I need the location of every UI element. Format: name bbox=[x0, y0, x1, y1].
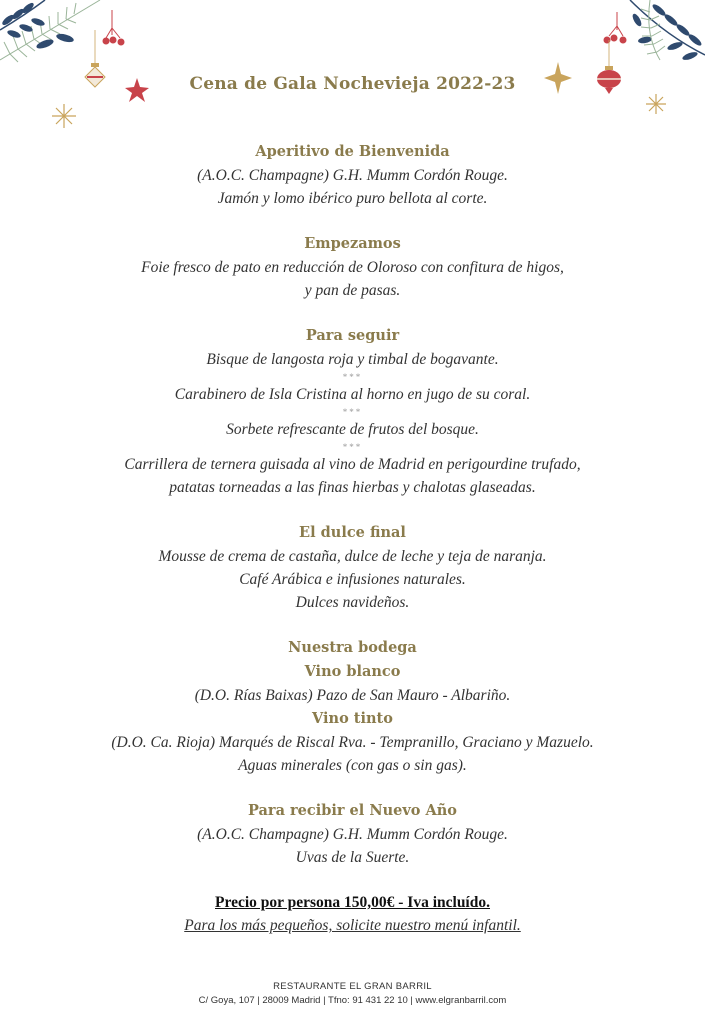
page-title: Cena de Gala Nochevieja 2022-23 bbox=[189, 74, 516, 94]
section-heading: Empezamos bbox=[304, 235, 401, 252]
section-heading: El dulce final bbox=[299, 524, 406, 541]
menu-line: Mousse de crema de castaña, dulce de leche y teja de naranja. bbox=[158, 548, 547, 565]
menu-line: (D.O. Ca. Rioja) Marqués de Riscal Rva. - Tempranillo, Graciano y Mazuelo. bbox=[111, 734, 594, 751]
course-separator: *** bbox=[342, 442, 363, 452]
section-heading: Nuestra bodega bbox=[288, 639, 417, 656]
menu-line: (A.O.C. Champagne) G.H. Mumm Cordón Rouge. bbox=[197, 167, 508, 184]
restaurant-name: RESTAURANTE EL GRAN BARRIL bbox=[273, 981, 432, 992]
section-dulce-final bbox=[0, 521, 705, 614]
section-heading: Para recibir el Nuevo Año bbox=[248, 802, 457, 819]
price-per-person: Precio por persona 150,00€ - Iva incluído. bbox=[215, 894, 490, 911]
course-separator: *** bbox=[342, 407, 363, 417]
wine-subheading: Vino blanco bbox=[304, 663, 401, 680]
menu-line: Carabinero de Isla Cristina al horno en jugo de su coral. bbox=[174, 386, 531, 403]
menu-line: Café Arábica e infusiones naturales. bbox=[239, 571, 466, 588]
menu-line: (A.O.C. Champagne) G.H. Mumm Cordón Rouge. bbox=[197, 826, 508, 843]
section-aperitivo bbox=[0, 140, 705, 210]
menu-body bbox=[0, 140, 705, 937]
restaurant-address: C/ Goya, 107 | 28009 Madrid | Tfno: 91 431 22 10 | www.elgranbarril.com bbox=[198, 995, 507, 1006]
pine-branch-icon bbox=[0, 0, 100, 62]
menu-line: Jamón y lomo ibérico puro bellota al corte. bbox=[217, 190, 488, 207]
menu-line: patatas torneadas a las finas hierbas y chalotas glaseadas. bbox=[169, 479, 536, 496]
menu-line: Dulces navideños. bbox=[295, 594, 410, 611]
section-para-seguir bbox=[0, 324, 705, 499]
menu-line: Carrillera de ternera guisada al vino de Madrid en perigourdine trufado, bbox=[124, 456, 581, 473]
menu-line: y pan de pasas. bbox=[304, 282, 401, 299]
footer bbox=[0, 980, 705, 1008]
sparkle-icon bbox=[52, 104, 76, 128]
christmas-decoration-right bbox=[525, 0, 705, 120]
wine-subheading: Vino tinto bbox=[312, 710, 393, 727]
course-separator: *** bbox=[342, 372, 363, 382]
section-bodega bbox=[0, 636, 705, 777]
menu-line: Uvas de la Suerte. bbox=[295, 849, 410, 866]
menu-line: Sorbete refrescante de frutos del bosque. bbox=[226, 421, 479, 438]
red-berries-icon bbox=[103, 10, 125, 46]
menu-line: Bisque de langosta roja y timbal de bogavante. bbox=[206, 351, 499, 368]
menu-line: Aguas minerales (con gas o sin gas). bbox=[238, 757, 467, 774]
kids-menu-note: Para los más pequeños, solicite nuestro menú infantil. bbox=[184, 917, 521, 934]
menu-line: (D.O. Rías Baixas) Pazo de San Mauro - Albariño. bbox=[194, 687, 511, 704]
leaf-branch-icon bbox=[0, 0, 75, 50]
sparkle-icon bbox=[646, 94, 666, 114]
section-empezamos bbox=[0, 232, 705, 302]
section-heading: Para seguir bbox=[305, 327, 400, 344]
section-nuevo-ano bbox=[0, 799, 705, 869]
menu-line: Foie fresco de pato en reducción de Oloroso con confitura de higos, bbox=[141, 259, 564, 276]
christmas-decoration-left bbox=[0, 0, 180, 135]
section-heading: Aperitivo de Bienvenida bbox=[255, 143, 450, 160]
red-berries-icon bbox=[604, 12, 627, 44]
